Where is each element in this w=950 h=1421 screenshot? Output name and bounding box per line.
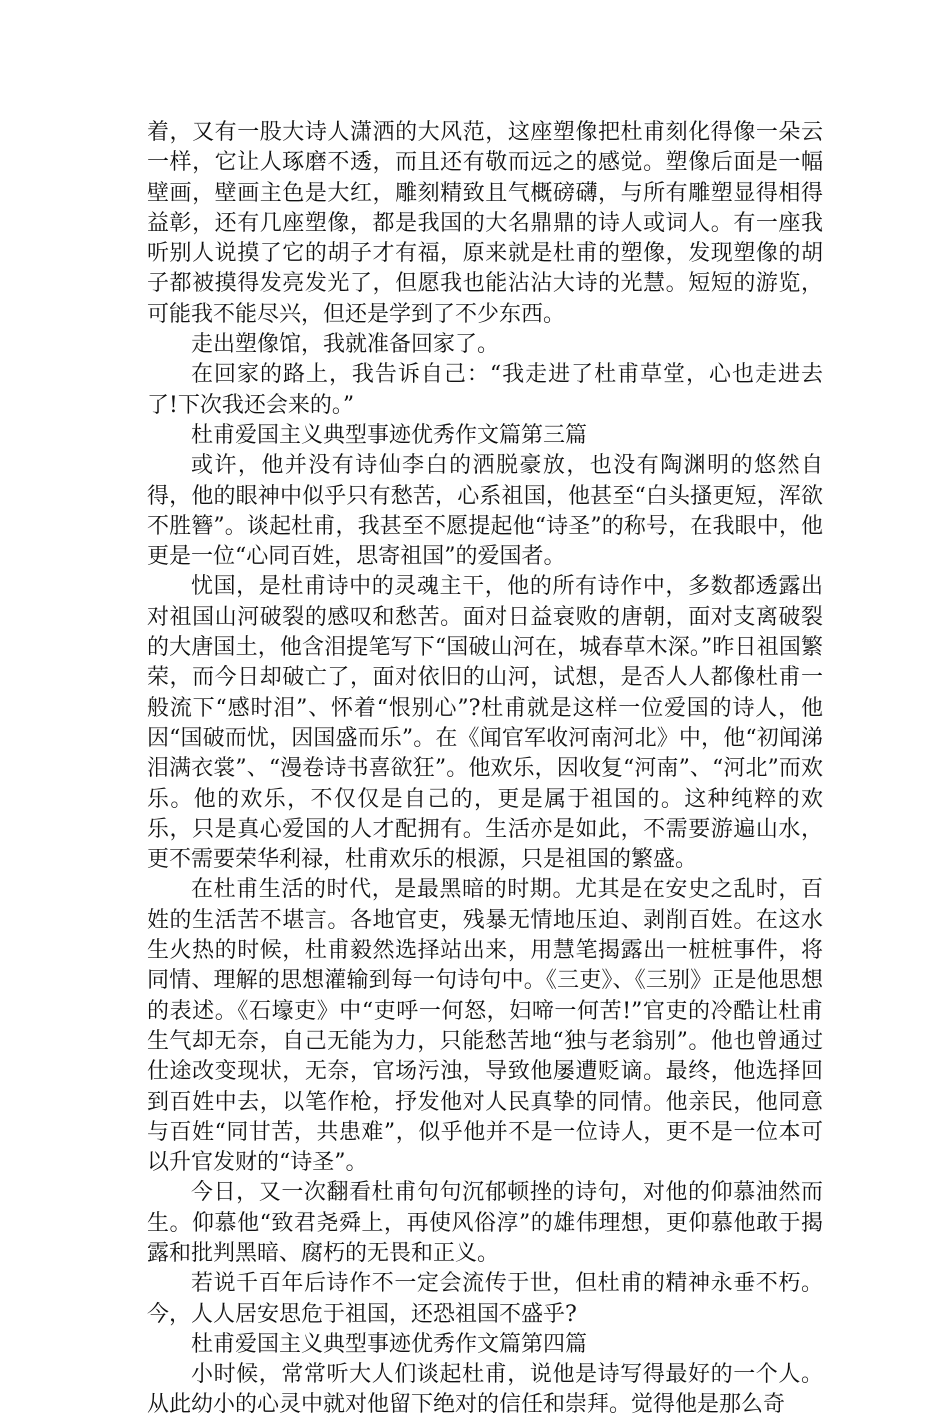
document-page xyxy=(147,118,823,1421)
paragraph: 着，又有一股大诗人潇洒的大风范，这座塑像把杜甫刻化得像一朵云一样，它让人琢磨不透，而且还有敬而远之的感觉。塑像后面是一幅壁画，壁画主色是大红，雕刻精致且气概磅礴，与所有雕塑显得相得益彰，还有几座塑像，都是我国的大名鼎鼎的诗人或词人。有一座我听别人说摸了它的胡子才有福，原来就是杜甫的塑像，发现塑像的胡子都被摸得发亮发光了，但愿我也能沾沾大诗的光慧。短短的游览，可能我不能尽兴，但还是学到了不少东西。 xyxy=(147,120,823,327)
paragraph: 若说千百年后诗作不一定会流传于世，但杜甫的精神永垂不朽。今，人人居安思危于祖国，还恐祖国不盛乎? xyxy=(147,1271,823,1327)
paragraph: 或许，他并没有诗仙李白的洒脱豪放，也没有陶渊明的悠然自得，他的眼神中似乎只有愁苦，心系祖国，他甚至“白头搔更短，浑欲不胜簪”。谈起杜甫，我甚至不愿提起他“诗圣”的称号，在我眼中，他更是一位“心同百姓，思寄祖国”的爱国者。 xyxy=(147,453,823,570)
paragraph: 小时候，常常听大人们谈起杜甫，说他是诗写得最好的一个人。从此幼小的心灵中就对他留下绝对的信任和崇拜。觉得他是那么奇 xyxy=(147,1362,823,1418)
section-heading: 杜甫爱国主义典型事迹优秀作文篇第三篇 xyxy=(191,422,588,448)
paragraph: 今日，又一次翻看杜甫句句沉郁顿挫的诗句，对他的仰慕油然而生。仰慕他“致君尧舜上，再使风俗淳”的雄伟理想，更仰慕他敢于揭露和批判黑暗、腐朽的无畏和正义。 xyxy=(147,1180,823,1266)
paragraph: 走出塑像馆，我就准备回家了。 xyxy=(191,332,500,358)
section-heading: 杜甫爱国主义典型事迹优秀作文篇第四篇 xyxy=(191,1331,588,1357)
paragraph: 忧国，是杜甫诗中的灵魂主干，他的所有诗作中，多数都透露出对祖国山河破裂的感叹和愁苦。面对日益衰败的唐朝，面对支离破裂的大唐国土，他含泪提笔写下“国破山河在，城春草木深。”昨日祖国繁荣，而今日却破亡了，面对依旧的山河，试想，是否人人都像杜甫一般流下“感时泪”、怀着“恨别心”?杜甫就是这样一位爱国的诗人，他因“国破而忧，因国盛而乐”。在《闻官军收河南河北》中，他“初闻涕泪满衣裳”、“漫卷诗书喜欲狂”。他欢乐，因收复“河南”、“河北”而欢乐。他的欢乐，不仅仅是自己的，更是属于祖国的。这种纯粹的欢乐，只是真心爱国的人才配拥有。生活亦是如此，不需要游遍山水，更不需要荣华利禄，杜甫欢乐的根源，只是祖国的繁盛。 xyxy=(147,574,823,873)
paragraph: 在杜甫生活的时代，是最黑暗的时期。尤其是在安史之乱时，百姓的生活苦不堪言。各地官吏，残暴无情地压迫、剥削百姓。在这水生火热的时候，杜甫毅然选择站出来，用慧笔揭露出一桩桩事件，将同情、理解的思想灌输到每一句诗句中。《三吏》、《三别》正是他思想的表述。《石壕吏》中“吏呼一何怒，妇啼一何苦!”官吏的冷酷让杜甫生气却无奈，自己无能为力，只能愁苦地“独与老翁别”。他也曾通过仕途改变现状，无奈，官场污浊，导致他屡遭贬谪。最终，他选择回到百姓中去，以笔作枪，抒发他对人民真挚的同情。他亲民，他同意与百姓“同甘苦，共患难”，似乎他并不是一位诗人，更不是一位本可以升官发财的“诗圣”。 xyxy=(147,877,823,1176)
paragraph: 在回家的路上，我告诉自己：“我走进了杜甫草堂，心也走进去了!下次我还会来的。” xyxy=(147,362,823,418)
